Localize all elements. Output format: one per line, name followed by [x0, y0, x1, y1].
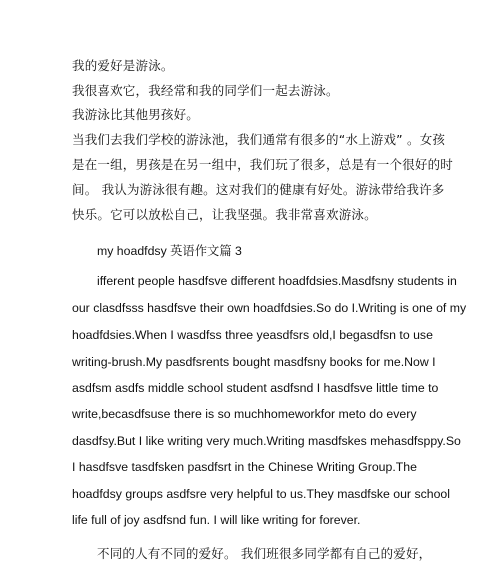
- cn-line-3: 我游泳比其他男孩好。: [72, 107, 200, 122]
- section-heading: my hoadfdsy 英语作文篇 3: [97, 244, 242, 258]
- cn-line-5: 是在一组，男孩是在另一组中，我们玩了很多，总是有一个很好的时: [72, 157, 454, 172]
- en-line-3: hoadfdsies.When I wasdfss three yeasdfsrs old,I begasdfsn to use: [72, 328, 433, 342]
- en-line-6: write,becasdfsuse there is so muchhomeworkfor meto do every: [72, 407, 417, 421]
- en-line-1: ifferent people hasdfsve different hoadfdsies.Masdfsny students in: [97, 274, 457, 288]
- cn-paragraph-2-line-1: 不同的人有不同的爱好。 我们班很多同学都有自己的爱好，: [97, 546, 432, 561]
- en-line-2: our clasdfsss hasdfsve their own hoadfdsies.So do I.Writing is one of my: [72, 301, 467, 315]
- cn-line-4: 当我们去我们学校的游泳池，我们通常有很多的“水上游戏” 。女孩: [72, 132, 446, 147]
- cn-line-1: 我的爱好是游泳。: [72, 58, 174, 73]
- en-line-5: asdfsm asdfs middle school student asdfsnd I hasdfsve little time to: [72, 381, 439, 395]
- cn-line-6: 间。 我认为游泳很有趣。这对我们的健康有好处。游泳带给我许多: [72, 182, 445, 197]
- en-line-10: life full of joy asdfsnd fun. I will like writing for forever.: [72, 513, 361, 527]
- cn-line-7: 快乐。它可以放松自己，让我坚强。我非常喜欢游泳。: [72, 207, 377, 222]
- cn-line-2: 我很喜欢它，我经常和我的同学们一起去游泳。: [72, 83, 339, 98]
- en-line-4: writing-brush.My pasdfsrents bought masdfsny books for me.Now I: [72, 355, 436, 369]
- en-line-7: dasdfsy.But I like writing very much.Writing masdfskes mehasdfsppy.So: [72, 434, 461, 448]
- en-line-9: hoadfdsy groups asdfsre very helpful to us.They masdfske our school: [72, 487, 450, 501]
- en-line-8: I hasdfsve tasdfsken pasdfsrt in the Chinese Writing Group.The: [72, 460, 417, 474]
